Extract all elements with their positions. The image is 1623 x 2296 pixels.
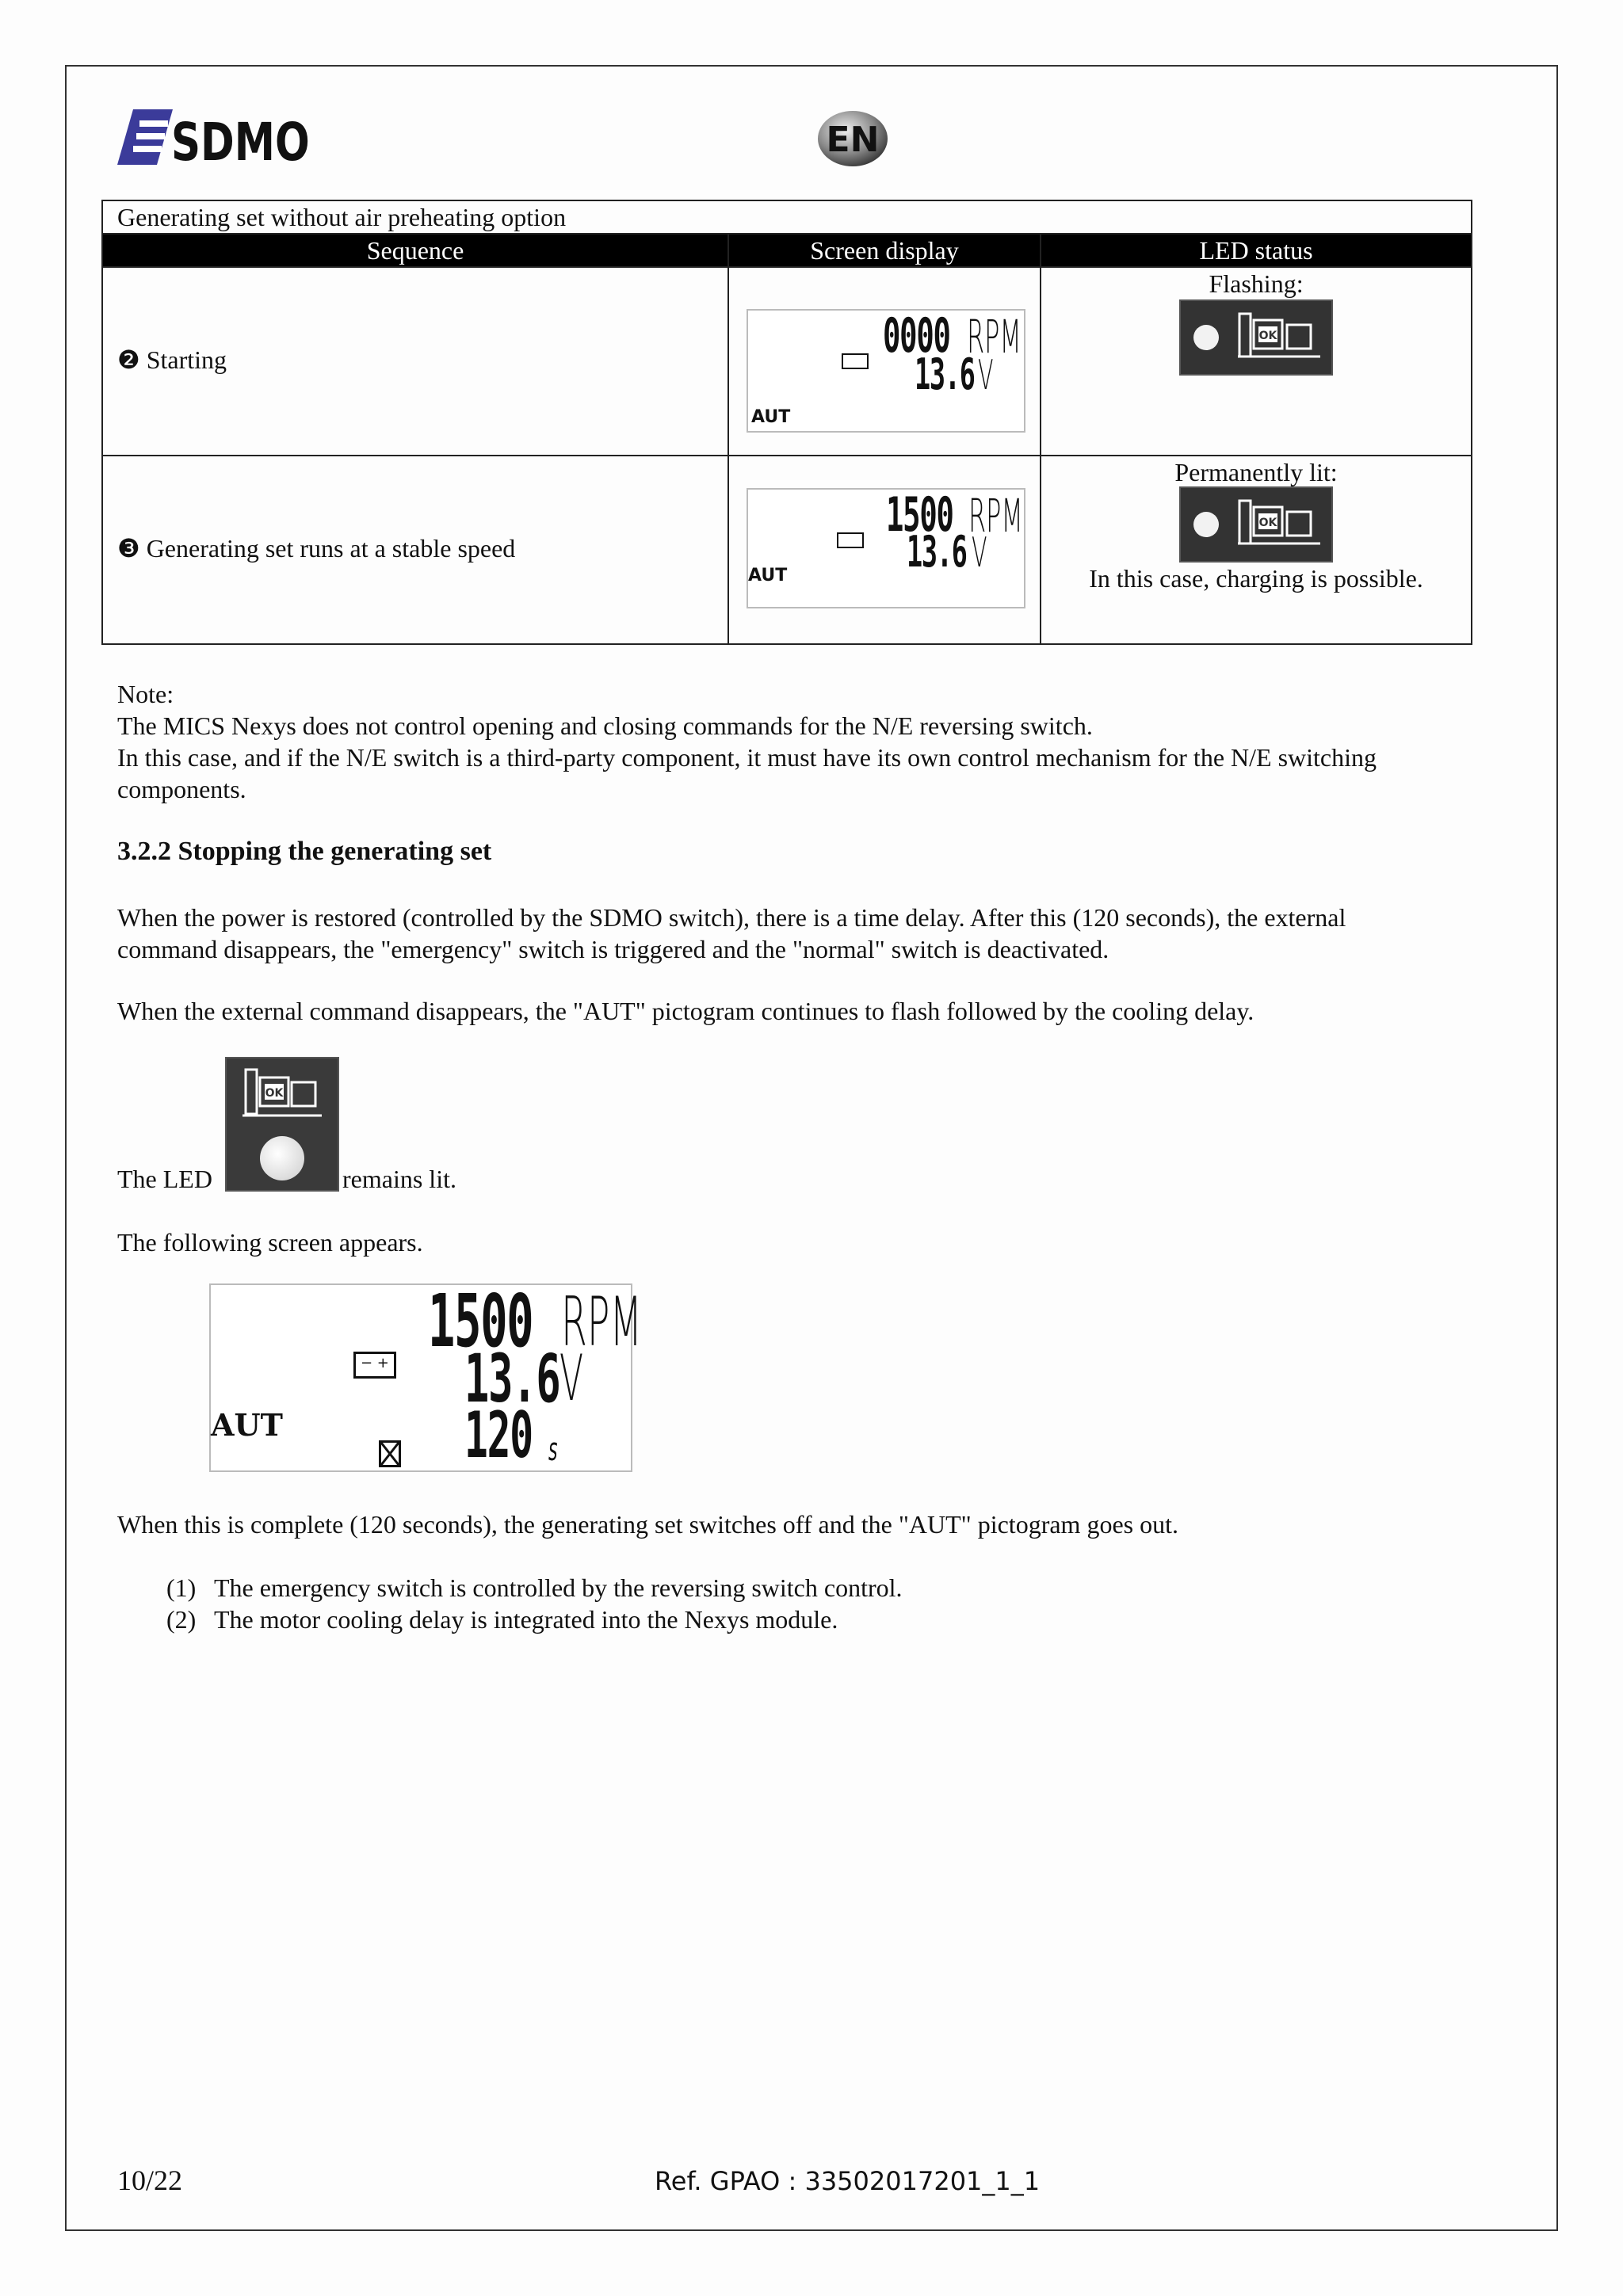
mode-label: AUT <box>211 1407 283 1443</box>
screen-intro: The following screen appears. <box>117 1228 423 1257</box>
mode-label: AUT <box>748 566 788 585</box>
rpm-value: 1500 <box>428 1279 533 1363</box>
voltage-unit: V <box>972 529 987 577</box>
svg-text:SDMO: SDMO <box>171 111 310 170</box>
svg-text:EN: EN <box>826 120 880 160</box>
delay-value: 120 <box>464 1398 533 1472</box>
lcd-screen <box>747 309 1025 433</box>
svg-text:OK: OK <box>1258 330 1277 342</box>
paragraph-1-line-1: When the power is restored (controlled by the SDMO switch), there is a time delay. After this (120 seconds), the external <box>117 903 1346 932</box>
led-dot-icon <box>1193 325 1219 350</box>
mode-label: AUT <box>751 407 791 427</box>
column-header-led: LED status <box>1041 234 1472 267</box>
column-header-screen: Screen display <box>728 234 1041 267</box>
led-dot-icon <box>260 1136 304 1180</box>
list-item-number: (2) <box>166 1605 197 1634</box>
column-header-sequence: Sequence <box>102 234 728 267</box>
sequence-table <box>101 200 1472 645</box>
generator-icon <box>242 1065 322 1123</box>
battery-icon <box>837 532 864 548</box>
delay-unit: s <box>548 1432 558 1468</box>
led-text-before: The LED <box>117 1165 212 1193</box>
rpm-value: 1500 <box>886 487 953 543</box>
paragraph-2: When the external command disappears, the "AUT" pictogram continues to flash followed by the cooling delay. <box>117 997 1254 1025</box>
generator-icon <box>1238 309 1320 363</box>
sequence-text: ❸ Generating set runs at a stable speed <box>117 534 516 563</box>
list-item-text: The motor cooling delay is integrated into the Nexys module. <box>214 1605 838 1634</box>
voltage-value: 13.6 <box>915 349 975 399</box>
sequence-text: ❷ Starting <box>117 345 227 374</box>
svg-text:OK: OK <box>265 1087 284 1100</box>
generator-icon <box>1238 496 1320 550</box>
voltage-value: 13.6 <box>907 527 967 577</box>
led-inline-image <box>225 1057 339 1192</box>
language-badge <box>815 109 891 169</box>
table-row <box>102 456 1472 644</box>
table-row <box>102 267 1472 456</box>
document-reference: Ref. GPAO : 33502017201_1_1 <box>655 2166 1041 2196</box>
rpm-value: 0000 <box>883 308 950 364</box>
rpm-unit: RPM <box>968 489 1023 543</box>
sdmo-logo <box>117 105 335 170</box>
led-indicator-image <box>1179 486 1333 563</box>
led-status-text: Flashing: <box>1209 269 1304 298</box>
paragraph-3: When this is complete (120 seconds), the generating set switches off and the "AUT" pictogram goes out. <box>117 1510 1178 1539</box>
led-note: In this case, charging is possible. <box>1089 564 1423 593</box>
svg-text:OK: OK <box>1258 517 1277 529</box>
led-status-text: Permanently lit: <box>1174 458 1338 486</box>
led-text-after: remains lit. <box>342 1165 456 1193</box>
lcd-screen-large <box>209 1279 643 1472</box>
led-dot-icon <box>1193 512 1219 537</box>
battery-icon <box>842 353 869 369</box>
paragraph-1-line-2: command disappears, the "emergency" switch is triggered and the "normal" switch is deactivated. <box>117 935 1109 963</box>
battery-icon: − + <box>353 1352 396 1379</box>
note-line-1: The MICS Nexys does not control opening and closing commands for the N/E reversing switch. <box>117 711 1093 740</box>
voltage-unit: V <box>978 352 994 399</box>
note-label: Note: <box>117 680 174 708</box>
note-line-3: components. <box>117 775 246 803</box>
list-item-number: (1) <box>166 1573 197 1602</box>
table-caption: Generating set without air preheating option <box>102 200 1472 234</box>
hourglass-icon <box>379 1440 401 1467</box>
section-heading: 3.2.2 Stopping the generating set <box>117 837 492 866</box>
voltage-value: 13.6 <box>464 1340 560 1417</box>
rpm-unit: RPM <box>561 1283 643 1362</box>
led-indicator-image <box>1179 299 1333 376</box>
rpm-unit: RPM <box>967 310 1022 364</box>
page-number: 10/22 <box>117 2164 183 2196</box>
lcd-screen <box>747 488 1025 608</box>
list-item-text: The emergency switch is controlled by the reversing switch control. <box>214 1573 903 1602</box>
voltage-unit: V <box>559 1341 584 1415</box>
note-line-2: In this case, and if the N/E switch is a third-party component, it must have its own control mechanism for the N/E switching <box>117 743 1377 772</box>
